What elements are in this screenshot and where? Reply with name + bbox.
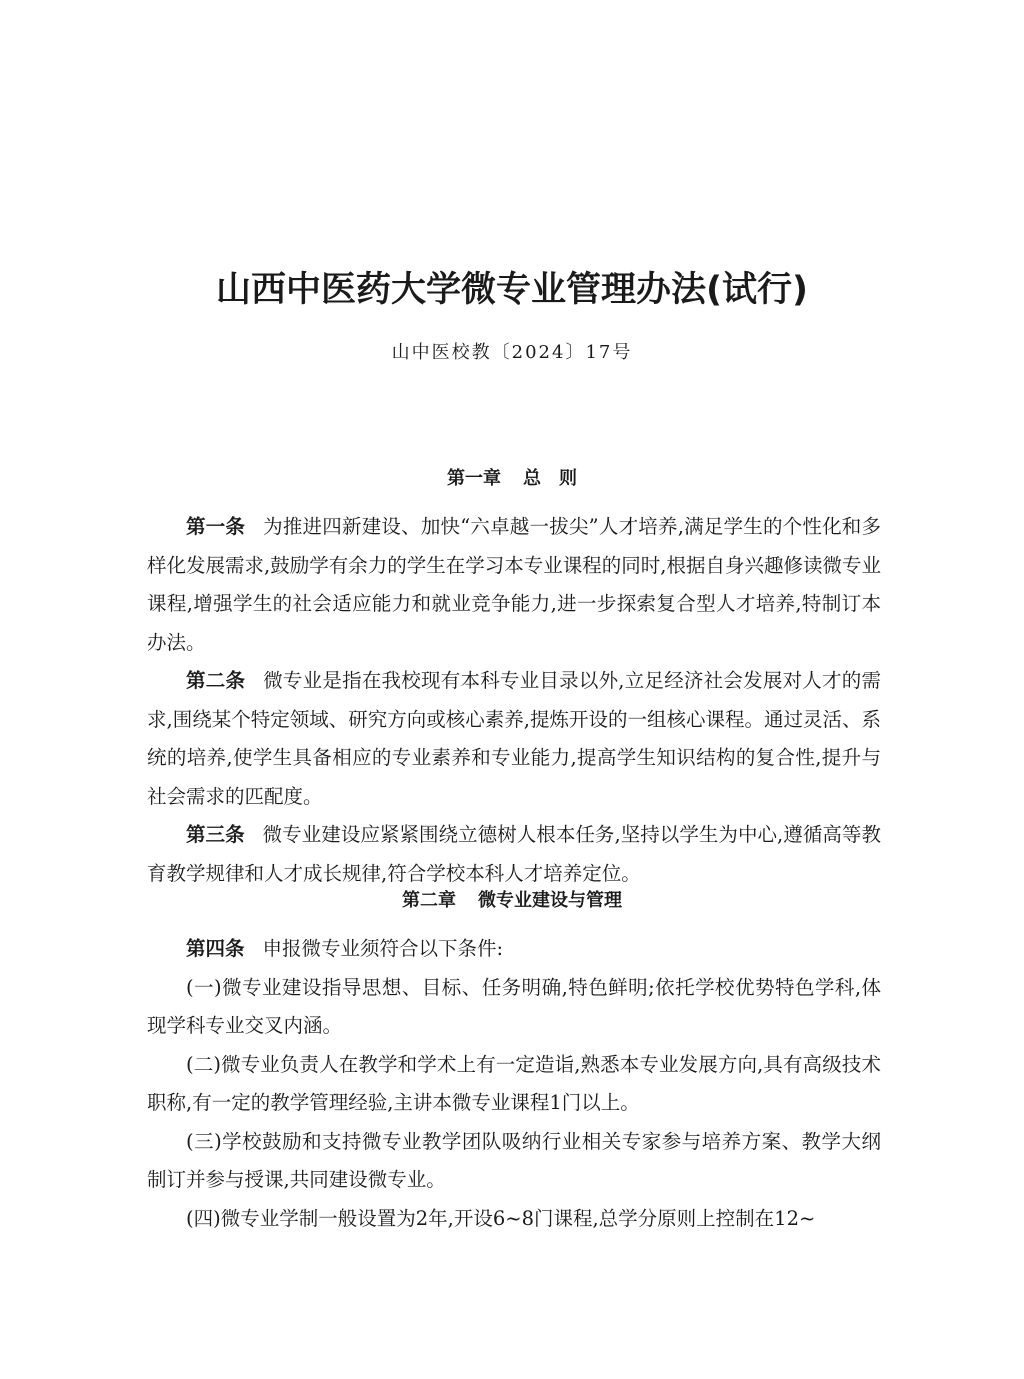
- list-item: (三)学校鼓励和支持微专业教学团队吸纳行业相关专家参与培养方案、教学大纲制订并参与授课,共同建设微专业。: [147, 1129, 881, 1191]
- article-paragraph: [147, 508, 881, 662]
- chapter-label: 第一章: [447, 468, 501, 489]
- article-paragraph: [147, 930, 881, 969]
- chapter-heading: [0, 464, 1024, 490]
- article-label: 第四条: [186, 937, 245, 960]
- article-label: 第一条: [186, 515, 246, 538]
- chapter-2-body: [147, 930, 881, 1238]
- article-label: 第三条: [186, 823, 245, 846]
- chapter-1-body: [147, 508, 881, 893]
- article-label: 第二条: [186, 669, 246, 692]
- chapter-label: 第二章: [402, 890, 456, 911]
- list-item: (二)微专业负责人在教学和学术上有一定造诣,熟悉本专业发展方向,具有高级技术职称,有一定的教学管理经验,主讲本微专业课程1门以上。: [147, 1052, 881, 1114]
- article-text: 微专业建设应紧紧围绕立德树人根本任务,坚持以学生为中心,遵循高等教育教学规律和人才成长规律,符合学校本科人才培养定位。: [147, 823, 881, 885]
- article-text: 为推进四新建设、加快“六卓越一拔尖”人才培养,满足学生的个性化和多样化发展需求,鼓励学有余力的学生在学习本专业课程的同时,根据自身兴趣修读微专业课程,增强学生的社会适应能力和就业竞争能力,进一步探索复合型人才培养,特制订本办法。: [147, 515, 881, 654]
- article-text: 微专业是指在我校现有本科专业目录以外,立足经济社会发展对人才的需求,围绕某个特定领域、研究方向或核心素养,提炼开设的一组核心课程。通过灵活、系统的培养,使学生具备相应的专业素养和专业能力,提高学生知识结构的复合性,提升与社会需求的匹配度。: [147, 669, 881, 808]
- article-paragraph: [147, 816, 881, 893]
- chapter-heading: [0, 886, 1024, 912]
- article-text: 申报微专业须符合以下条件:: [262, 937, 504, 960]
- list-item: (四)微专业学制一般设置为2年,开设6~8门课程,总学分原则上控制在12~: [186, 1206, 816, 1230]
- article-paragraph: [147, 662, 881, 816]
- document-number: 山中医校教〔2024〕17号: [391, 342, 633, 363]
- chapter-name: 微专业建设与管理: [478, 890, 622, 911]
- list-item: (一)微专业建设指导思想、目标、任务明确,特色鲜明;依托学校优势特色学科,体现学科专业交叉内涵。: [147, 975, 881, 1037]
- document-title: 山西中医药大学微专业管理办法(试行): [216, 270, 808, 310]
- chapter-name: 总 则: [523, 468, 577, 489]
